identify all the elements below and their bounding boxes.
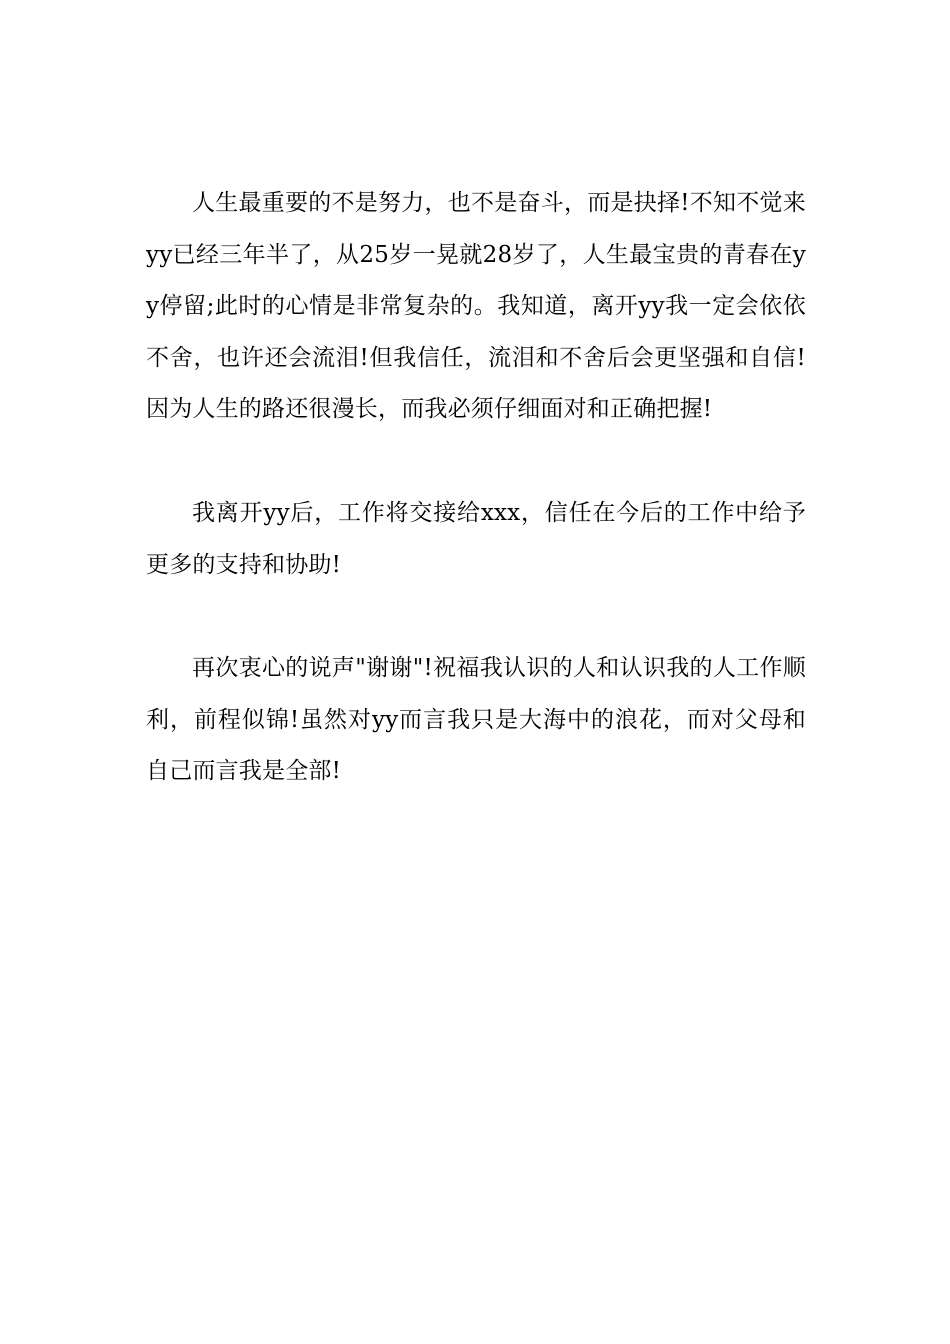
paragraph-3: 再次衷心的说声"谢谢"!祝福我认识的人和认识我的人工作顺利，前程似锦!虽然对yy而言我只是大海中的浪花，而对父母和自己而言我是全部! — [146, 655, 806, 785]
paragraph-2: 我离开yy后，工作将交接给xxx，信任在今后的工作中给予更多的支持和协助! — [146, 499, 806, 578]
paragraph-1: 人生最重要的不是努力，也不是奋斗，而是抉择!不知不觉来yy已经三年半了，从25岁一晃就28岁了，人生最宝贵的青春在yy停留;此时的心情是非常复杂的。我知道，离开yy我一定会依依不舍，也许还会流泪!但我信任，流泪和不舍后会更坚强和自信!因为人生的路还很漫长，而我必须仔细面对和正确把握! — [146, 190, 806, 423]
document-body — [146, 178, 806, 798]
